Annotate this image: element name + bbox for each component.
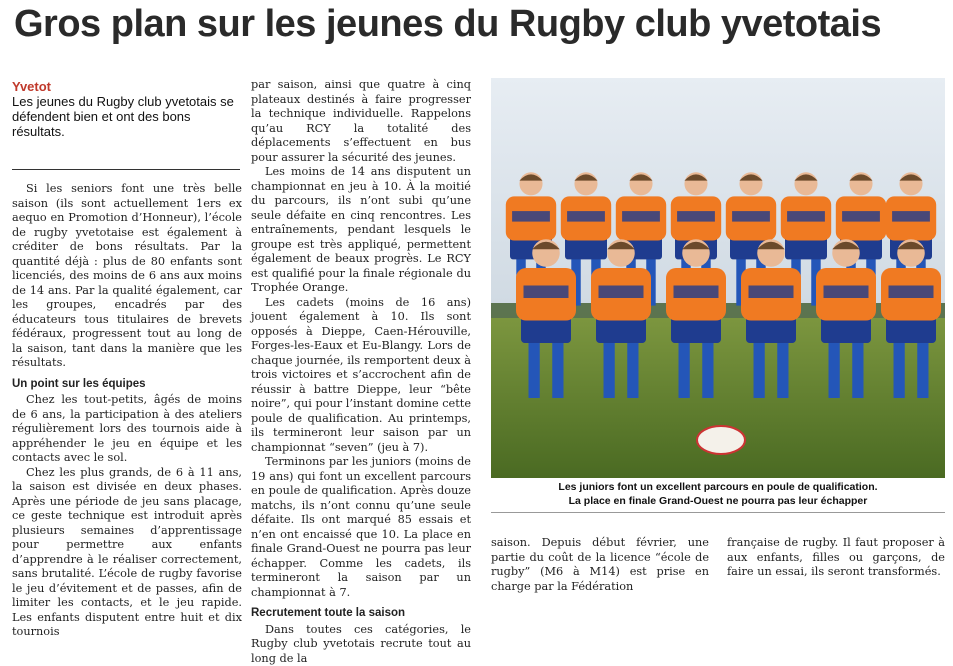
paragraph: Dans toutes ces catégories, le Rugby club yvetotais recrute tout au long de la (251, 623, 471, 666)
section-heading: Recrutement toute la saison (251, 606, 471, 621)
article-column-3 (491, 536, 709, 594)
team-photo-illustration (491, 78, 945, 478)
paragraph: Les cadets (moins de 16 ans) jouent également à 10. Ils sont opposés à Dieppe, Caen-Hérouville, Forges-les-Eaux et Eu-Blangy. Lors de chaque journée, ils remportent deux à trois victoires et s’accrochent afin de réussir à battre Dieppe, leur “bête noire”, qui pour l’instant domine cette poule de qualification. Au printemps, ils termineront leur saison par un championnat “seven” (jeu à 7). (251, 296, 471, 456)
paragraph: Si les seniors font une très belle saison (ils sont actuellement 1ers ex aequo en Promotion d’Honneur), l’école de rugby yvetotaise est également à créditer de bons résultats. Par la quantité déjà : plus de 80 enfants sont licenciés, des moins de 6 ans aux moins de 14 ans. Par la qualité également, car les groupes, encadrés par des éducateurs tous titulaires de brevets fédéraux, progressent tout au long de la saison, tant dans la manière que les résultats. (12, 182, 242, 371)
team-photo (491, 78, 945, 478)
article-column-2 (251, 78, 471, 666)
kicker (12, 79, 242, 139)
photo-caption (491, 480, 945, 508)
paragraph: française de rugby. Il faut proposer à aux enfants, filles ou garçons, de faire un essai, ils seront transformés. (727, 536, 945, 580)
caption-line: La place en finale Grand-Ouest ne pourra pas leur échapper (491, 494, 945, 508)
kicker-divider (12, 169, 240, 170)
headline: Gros plan sur les jeunes du Rugby club yvetotais (14, 0, 944, 50)
article-column-4 (727, 536, 945, 580)
paragraph: Chez les tout-petits, âgés de moins de 6 ans, la participation à des ateliers régulièrement lors des tournois aide à appréhender le jeu en équipe et les contacts avec le sol. (12, 393, 242, 466)
caption-line: Les juniors font un excellent parcours en poule de qualification. (491, 480, 945, 494)
section-heading: Un point sur les équipes (12, 377, 242, 392)
article-column-1 (12, 182, 242, 640)
caption-divider (491, 512, 945, 513)
paragraph: Terminons par les juniors (moins de 19 ans) qui font un excellent parcours en poule de qualification. Après douze matchs, ils n’ont connu qu’une seule défaite. Ils ont marqué 85 essais et n’en ont encaissé que 10. La place en finale Grand-Ouest ne pourra pas leur échapper. Comme les cadets, ils termineront la saison par un championnat à 7. (251, 455, 471, 600)
paragraph: par saison, ainsi que quatre à cinq plateaux destinés à faire progresser la technique individuelle. Rappelons qu’au RCY la totalité des déplacements s’effectuent en bus pour assurer la sécurité des jeunes. (251, 78, 471, 165)
kicker-place: Yvetot (12, 79, 242, 94)
paragraph: saison. Depuis début février, une partie du coût de la licence “école de rugby” (M6 à M14) est prise en charge par la Fédération (491, 536, 709, 594)
paragraph: Les moins de 14 ans disputent un championnat en jeu à 10. À la moitié du parcours, ils n’ont subi qu’une seule défaite en cinq rencontres. Les entraînements, pendant lesquels le groupe est très appliqué, permettent également de beaux progrès. Le RCY est qualifié pour la finale régionale du Trophée Orange. (251, 165, 471, 296)
rugby-ball (697, 426, 745, 454)
kicker-lead: Les jeunes du Rugby club yvetotais se défendent bien et ont des bons résultats. (12, 94, 242, 139)
paragraph: Chez les plus grands, de 6 à 11 ans, la saison est divisée en deux phases. Après une période de jeu sans placage, ce geste technique est introduit après plusieurs semaines d’apprentissage pour permettre aux enfants d’apprendre à le réaliser correctement, sans brutalité. L’école de rugby favorise le jeu d’évitement et de passes, afin de limiter les contacts, et le jeu rapide. Les enfants disputent entre huit et dix tournois (12, 466, 242, 640)
